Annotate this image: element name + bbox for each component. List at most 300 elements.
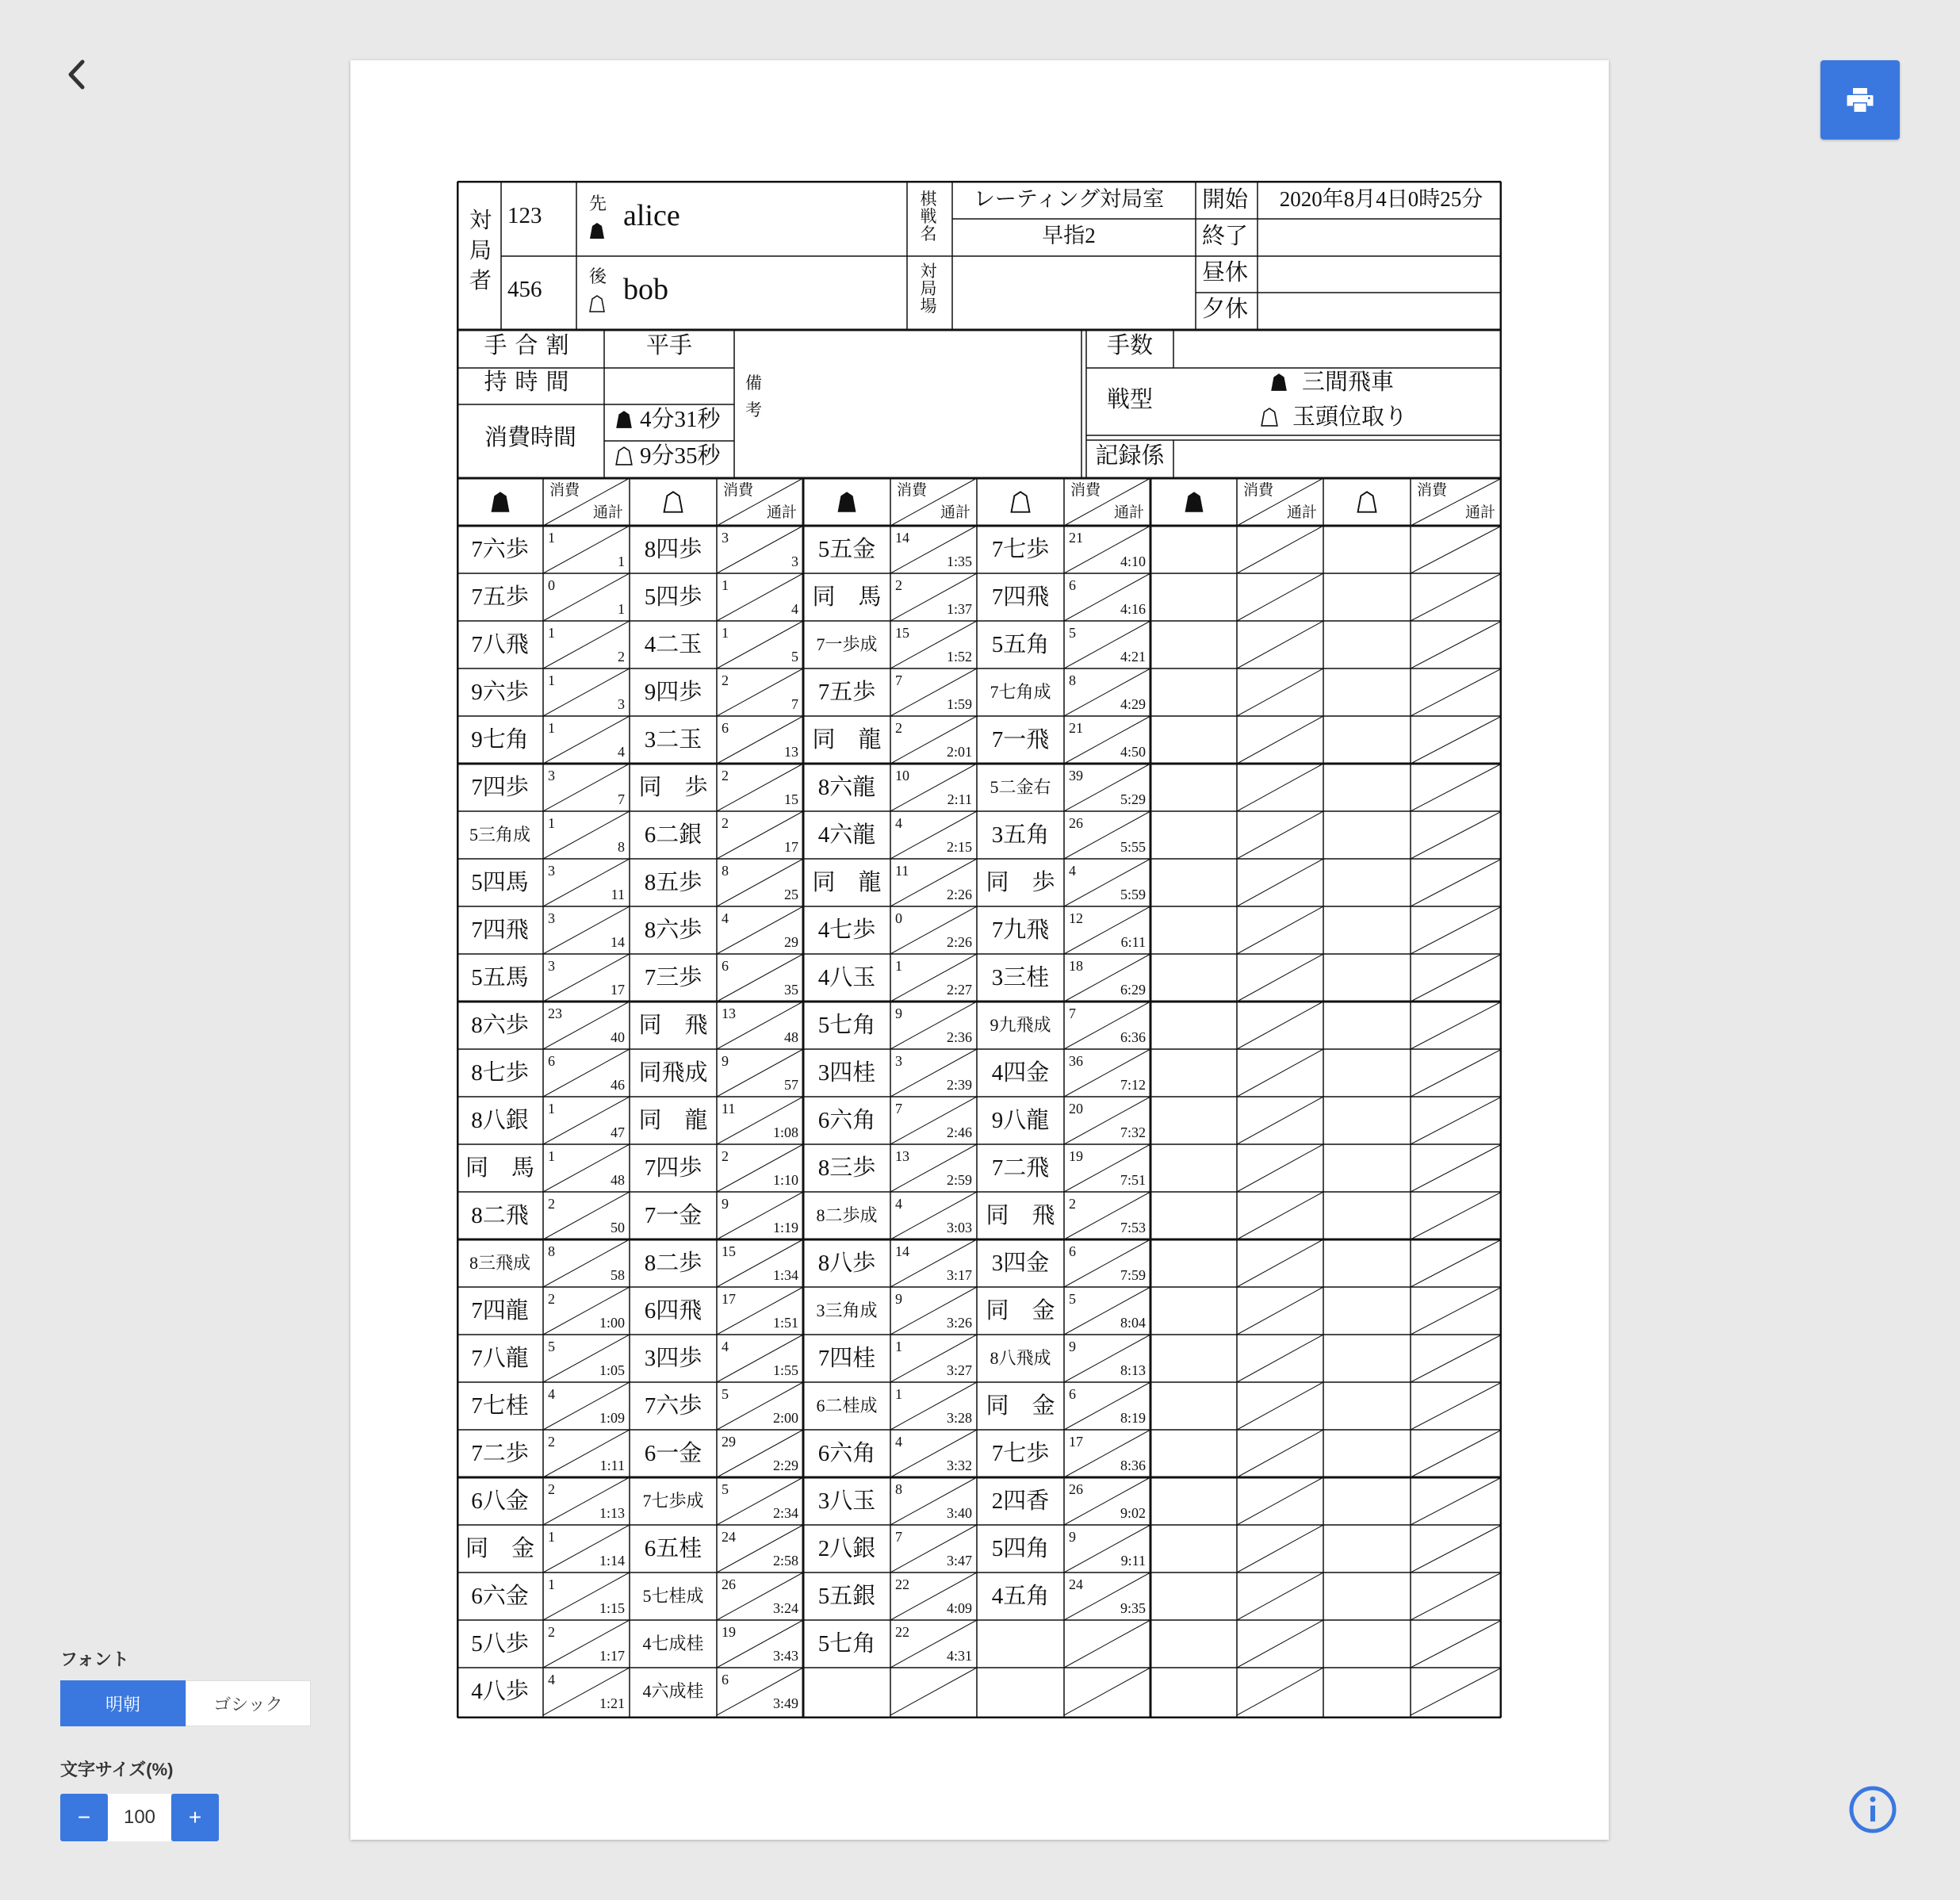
- move-used-time: 6: [722, 1672, 729, 1687]
- info-button[interactable]: [1847, 1784, 1898, 1835]
- move-used-time: 23: [548, 1006, 562, 1021]
- sente-strategy: 三間飛車: [1302, 370, 1395, 395]
- total-header: 通計: [1113, 504, 1144, 521]
- move-used-time: 11: [895, 863, 909, 879]
- move-text: 5四歩: [644, 584, 702, 610]
- move-used-time: 13: [722, 1006, 736, 1021]
- move-total-time: 4: [618, 744, 625, 760]
- size-label: 文字サイズ(%): [60, 1760, 174, 1779]
- move-text: 3四金: [991, 1250, 1050, 1276]
- move-used-time: 8: [895, 1481, 902, 1497]
- move-total-time: 3:47: [946, 1553, 972, 1569]
- move-text: 9九飛成: [990, 1015, 1051, 1035]
- size-increase-button[interactable]: +: [171, 1794, 219, 1841]
- move-used-time: 3: [548, 863, 555, 879]
- move-total-time: 50: [611, 1220, 625, 1235]
- move-used-time: 6: [1069, 1386, 1076, 1402]
- move-used-time: 1: [722, 625, 729, 641]
- move-used-time: 1: [548, 672, 555, 688]
- move-total-time: 7:12: [1120, 1077, 1146, 1093]
- move-text: 同 金: [986, 1297, 1055, 1323]
- grid-line: [1237, 1049, 1323, 1097]
- move-used-time: 4: [895, 815, 902, 831]
- move-total-time: 1:15: [599, 1600, 625, 1616]
- move-total-time: 5:59: [1120, 887, 1146, 902]
- move-used-time: 19: [1069, 1148, 1083, 1164]
- move-text: 8二歩成: [816, 1205, 878, 1225]
- move-text: 同 龍: [638, 1107, 708, 1133]
- grid-line: [1237, 1668, 1323, 1715]
- start-time: 2020年8月4日0時25分: [1279, 187, 1483, 211]
- move-text: 4四金: [991, 1059, 1050, 1086]
- move-used-time: 2: [1069, 1196, 1076, 1212]
- grid-line: [1411, 859, 1502, 906]
- move-used-time: 2: [895, 720, 902, 736]
- move-used-time: 9: [722, 1053, 729, 1069]
- move-text: 7四飛: [991, 584, 1050, 610]
- move-text: 8六歩: [644, 917, 702, 943]
- gote-piece-icon: [1261, 408, 1278, 427]
- move-used-time: 10: [895, 768, 909, 783]
- move-total-time: 1:11: [599, 1458, 625, 1473]
- move-total-time: 3:49: [772, 1695, 798, 1711]
- grid-line: [1237, 1525, 1323, 1572]
- move-total-time: 7: [791, 696, 798, 712]
- move-used-time: 9: [1069, 1339, 1076, 1354]
- move-used-time: 13: [895, 1148, 909, 1164]
- move-used-time: 7: [895, 1529, 902, 1545]
- grid-line: [1237, 621, 1323, 668]
- move-text: 5五金: [817, 536, 876, 562]
- move-text: 7八龍: [471, 1345, 529, 1371]
- grid-line: [1237, 1572, 1323, 1620]
- move-total-time: 4:10: [1120, 554, 1146, 569]
- move-total-time: 4:50: [1120, 744, 1146, 760]
- move-text: 8八銀: [471, 1107, 529, 1133]
- move-total-time: 3:26: [946, 1315, 972, 1331]
- move-text: 8三歩: [817, 1155, 876, 1181]
- move-total-time: 3:27: [946, 1362, 972, 1378]
- move-text: 同 飛: [638, 1012, 708, 1038]
- move-text: 8八飛成: [990, 1348, 1051, 1368]
- move-total-time: 3:32: [946, 1458, 972, 1473]
- move-used-time: 3: [548, 958, 555, 974]
- move-text: 5七角: [817, 1630, 876, 1657]
- grid-line: [1411, 621, 1502, 668]
- move-used-time: 2: [548, 1196, 555, 1212]
- move-total-time: 1:09: [599, 1410, 625, 1426]
- grid-line: [1237, 1097, 1323, 1144]
- players-label: 対局者: [469, 209, 492, 293]
- grid-line: [1411, 668, 1502, 716]
- move-text: 8八歩: [817, 1250, 876, 1276]
- move-total-time: 4:21: [1120, 649, 1146, 665]
- move-used-time: 17: [722, 1291, 736, 1307]
- move-text: 7五歩: [817, 679, 876, 705]
- move-used-time: 1: [548, 815, 555, 831]
- move-used-time: 15: [895, 625, 909, 641]
- move-text: 8二歩: [644, 1250, 702, 1276]
- gote-name: bob: [623, 273, 668, 306]
- move-used-time: 3: [895, 1053, 902, 1069]
- move-used-time: 8: [722, 863, 729, 879]
- move-text: 4八歩: [471, 1678, 529, 1704]
- move-text: 8二飛: [471, 1202, 529, 1228]
- used-header: 消費: [549, 482, 580, 499]
- move-used-time: 39: [1069, 768, 1083, 783]
- move-used-time: 2: [722, 1148, 729, 1164]
- move-text: 5四馬: [471, 869, 529, 895]
- strategy-label: 戦型: [1106, 387, 1153, 412]
- move-used-time: 12: [1069, 910, 1083, 926]
- move-total-time: 1:10: [772, 1172, 798, 1188]
- move-text: 8五歩: [644, 869, 702, 895]
- consumed-label: 消費時間: [484, 425, 576, 450]
- font-option-gothic[interactable]: ゴシック: [186, 1680, 311, 1726]
- move-total-time: 2:58: [772, 1553, 798, 1569]
- move-text: 6五桂: [644, 1535, 702, 1561]
- move-used-time: 5: [548, 1339, 555, 1354]
- move-text: 6二桂成: [816, 1396, 878, 1415]
- move-total-time: 5: [791, 649, 798, 665]
- move-used-time: 7: [895, 1101, 902, 1117]
- grid-line: [1237, 811, 1323, 859]
- move-total-time: 1:52: [946, 649, 972, 665]
- move-text: 7七歩: [991, 1440, 1050, 1466]
- move-used-time: 6: [1069, 577, 1076, 593]
- move-used-time: 5: [1069, 1291, 1076, 1307]
- move-total-time: 1: [618, 601, 625, 617]
- move-used-time: 4: [1069, 863, 1076, 879]
- move-total-time: 46: [611, 1077, 625, 1093]
- grid-line: [1237, 906, 1323, 954]
- move-total-time: 29: [784, 934, 798, 950]
- grid-line: [1411, 1430, 1502, 1477]
- move-total-time: 8:36: [1120, 1458, 1146, 1473]
- moves-label: 手数: [1106, 333, 1153, 358]
- move-total-time: 3:24: [772, 1600, 798, 1616]
- move-total-time: 17: [784, 839, 798, 855]
- kisen-name: レーティング対局室: [973, 187, 1165, 211]
- move-text: 5五馬: [471, 964, 529, 990]
- move-used-time: 1: [548, 1576, 555, 1592]
- move-total-time: 1:19: [772, 1220, 798, 1235]
- move-total-time: 48: [784, 1029, 798, 1045]
- move-text: 3三角成: [816, 1301, 878, 1320]
- move-total-time: 3:28: [946, 1410, 972, 1426]
- used-header: 消費: [1417, 482, 1448, 499]
- move-used-time: 18: [1069, 958, 1083, 974]
- used-header: 消費: [897, 482, 928, 499]
- move-total-time: 3:40: [946, 1505, 972, 1521]
- move-used-time: 2: [722, 672, 729, 688]
- move-total-time: 7:53: [1120, 1220, 1146, 1235]
- move-text: 5二金右: [990, 777, 1051, 797]
- move-text: 7三歩: [644, 964, 702, 990]
- move-total-time: 3: [791, 554, 798, 569]
- move-used-time: 26: [722, 1576, 736, 1592]
- move-total-time: 6:36: [1120, 1029, 1146, 1045]
- size-value-input[interactable]: 100: [108, 1794, 171, 1841]
- move-text: 7四桂: [817, 1345, 876, 1371]
- move-text: 5八歩: [471, 1630, 529, 1657]
- end-label: 終了: [1202, 224, 1249, 249]
- move-used-time: 2: [722, 768, 729, 783]
- move-total-time: 57: [784, 1077, 798, 1093]
- move-total-time: 5:29: [1120, 791, 1146, 807]
- move-text: 8六歩: [471, 1012, 529, 1038]
- move-text: 4七成桂: [642, 1634, 704, 1653]
- move-total-time: 1:13: [599, 1505, 625, 1521]
- grid-line: [1411, 1049, 1502, 1097]
- move-used-time: 14: [895, 1243, 909, 1259]
- move-used-time: 8: [548, 1243, 555, 1259]
- move-text: 7七桂: [471, 1392, 529, 1419]
- move-text: 9四歩: [644, 679, 702, 705]
- move-text: 4八玉: [817, 964, 876, 990]
- move-text: 8三飛成: [469, 1253, 530, 1273]
- move-used-time: 26: [1069, 1481, 1083, 1497]
- move-total-time: 1: [618, 554, 625, 569]
- move-used-time: 1: [548, 1148, 555, 1164]
- print-button[interactable]: [1820, 60, 1900, 140]
- move-text: 5五銀: [817, 1583, 876, 1609]
- move-total-time: 7:59: [1120, 1267, 1146, 1283]
- move-used-time: 3: [548, 910, 555, 926]
- move-text: 6六角: [817, 1107, 876, 1133]
- info-icon: [1847, 1784, 1898, 1835]
- move-used-time: 6: [722, 958, 729, 974]
- move-text: 同 歩: [986, 869, 1055, 895]
- move-text: 3五角: [991, 822, 1050, 848]
- sente-piece-icon: [836, 491, 857, 513]
- move-total-time: 2:27: [946, 982, 972, 998]
- move-used-time: 17: [1069, 1434, 1083, 1450]
- sente-piece-icon: [1184, 491, 1204, 513]
- move-text: 同 金: [986, 1392, 1055, 1419]
- move-text: 同 金: [465, 1535, 534, 1561]
- move-text: 7一金: [644, 1202, 702, 1228]
- move-total-time: 3:43: [772, 1648, 798, 1664]
- move-total-time: 2:00: [772, 1410, 798, 1426]
- time-label: 持時間: [484, 370, 577, 395]
- gote-rating: 456: [507, 277, 542, 302]
- gote-piece-icon: [615, 446, 633, 465]
- move-total-time: 7: [618, 791, 625, 807]
- grid-line: [1237, 573, 1323, 621]
- grid-line: [1237, 1144, 1323, 1192]
- move-total-time: 9:11: [1120, 1553, 1146, 1569]
- move-total-time: 2:36: [946, 1029, 972, 1045]
- move-total-time: 1:00: [599, 1315, 625, 1331]
- move-text: 6六角: [817, 1440, 876, 1466]
- grid-line: [1411, 906, 1502, 954]
- move-text: 7一歩成: [816, 634, 878, 654]
- move-total-time: 25: [784, 887, 798, 902]
- move-text: 8七歩: [471, 1059, 529, 1086]
- grid-line: [1411, 1192, 1502, 1239]
- move-text: 3二玉: [644, 726, 702, 753]
- grid-line: [1237, 1239, 1323, 1287]
- move-text: 4二玉: [644, 631, 702, 657]
- sente-piece-icon: [1270, 373, 1288, 392]
- move-used-time: 6: [722, 720, 729, 736]
- move-used-time: 3: [722, 530, 729, 546]
- move-text: 5五角: [991, 631, 1050, 657]
- move-used-time: 20: [1069, 1101, 1083, 1117]
- grid-line: [1237, 1382, 1323, 1430]
- move-text: 7五歩: [471, 584, 529, 610]
- move-used-time: 2: [548, 1291, 555, 1307]
- move-text: 7二歩: [471, 1440, 529, 1466]
- grid-line: [1411, 1620, 1502, 1668]
- move-text: 7六歩: [644, 1392, 702, 1419]
- move-used-time: 26: [1069, 815, 1083, 831]
- move-used-time: 3: [548, 768, 555, 783]
- move-text: 8四歩: [644, 536, 702, 562]
- move-used-time: 9: [895, 1291, 902, 1307]
- grid-line: [1237, 1335, 1323, 1382]
- move-used-time: 7: [895, 672, 902, 688]
- move-total-time: 9:02: [1120, 1505, 1146, 1521]
- grid-line: [1237, 668, 1323, 716]
- font-option-mincho[interactable]: 明朝: [60, 1680, 186, 1726]
- move-total-time: 5:55: [1120, 839, 1146, 855]
- move-text: 4五角: [991, 1583, 1050, 1609]
- move-used-time: 4: [722, 910, 729, 926]
- move-total-time: 4:16: [1120, 601, 1146, 617]
- move-used-time: 24: [1069, 1576, 1083, 1592]
- grid-line: [1411, 1144, 1502, 1192]
- move-used-time: 19: [722, 1624, 736, 1640]
- move-total-time: 58: [611, 1267, 625, 1283]
- move-used-time: 1: [548, 530, 555, 546]
- move-total-time: 8:13: [1120, 1362, 1146, 1378]
- grid-line: [1411, 526, 1502, 573]
- kifu-scoresheet: [457, 181, 1502, 1718]
- grid-line: [1411, 1335, 1502, 1382]
- move-text: 5七桂成: [642, 1586, 704, 1606]
- move-total-time: 1:34: [772, 1267, 798, 1283]
- move-text: 7二飛: [991, 1155, 1050, 1181]
- move-used-time: 2: [548, 1624, 555, 1640]
- chevron-left-icon: [63, 57, 90, 92]
- move-used-time: 4: [722, 1339, 729, 1354]
- move-text: 7七歩成: [642, 1491, 704, 1511]
- move-total-time: 1:05: [599, 1362, 625, 1378]
- move-used-time: 22: [895, 1576, 909, 1592]
- move-total-time: 1:35: [946, 554, 972, 569]
- move-total-time: 2:26: [946, 887, 972, 902]
- move-text: 同 飛: [986, 1202, 1055, 1228]
- move-text: 6六金: [471, 1583, 529, 1609]
- gote-consumed: 9分35秒: [640, 443, 721, 469]
- move-total-time: 9:35: [1120, 1600, 1146, 1616]
- sente-mark: 先: [589, 193, 607, 213]
- move-total-time: 2:01: [946, 744, 972, 760]
- grid-line: [1064, 1668, 1150, 1715]
- move-used-time: 4: [548, 1672, 555, 1687]
- move-total-time: 4:09: [946, 1600, 972, 1616]
- size-decrease-button[interactable]: −: [60, 1794, 108, 1841]
- move-used-time: 6: [548, 1053, 555, 1069]
- move-used-time: 7: [1069, 1006, 1076, 1021]
- move-text: 9七角: [471, 726, 529, 753]
- gote-piece-icon: [1357, 491, 1377, 513]
- move-used-time: 1: [722, 577, 729, 593]
- move-total-time: 48: [611, 1172, 625, 1188]
- grid-line: [1064, 1620, 1150, 1668]
- move-used-time: 1: [548, 625, 555, 641]
- move-used-time: 9: [722, 1196, 729, 1212]
- move-total-time: 13: [784, 744, 798, 760]
- move-used-time: 6: [1069, 1243, 1076, 1259]
- sente-piece-icon: [615, 410, 633, 429]
- grid-line: [1237, 716, 1323, 764]
- move-total-time: 40: [611, 1029, 625, 1045]
- move-used-time: 5: [722, 1386, 729, 1402]
- move-text: 4六龍: [817, 822, 876, 848]
- move-total-time: 1:17: [599, 1648, 625, 1664]
- move-total-time: 3:17: [946, 1267, 972, 1283]
- move-used-time: 2: [548, 1434, 555, 1450]
- move-total-time: 14: [611, 934, 625, 950]
- back-button[interactable]: [57, 56, 95, 94]
- move-used-time: 2: [722, 815, 729, 831]
- move-used-time: 2: [895, 577, 902, 593]
- move-used-time: 1: [895, 1339, 902, 1354]
- font-label: フォント: [60, 1649, 129, 1669]
- move-total-time: 8: [618, 839, 625, 855]
- total-header: 通計: [940, 504, 970, 521]
- move-text: 同 歩: [638, 774, 708, 800]
- grid-line: [1237, 764, 1323, 811]
- move-used-time: 21: [1069, 720, 1083, 736]
- move-used-time: 14: [895, 530, 909, 546]
- move-used-time: 0: [548, 577, 555, 593]
- used-header: 消費: [1070, 482, 1101, 499]
- move-total-time: 3: [618, 696, 625, 712]
- sente-piece-icon: [589, 222, 605, 239]
- move-text: 6一金: [644, 1440, 702, 1466]
- grid-line: [1411, 954, 1502, 1002]
- move-text: 5三角成: [469, 825, 530, 845]
- move-total-time: 4:31: [946, 1648, 972, 1664]
- move-used-time: 2: [548, 1481, 555, 1497]
- move-total-time: 2:46: [946, 1124, 972, 1140]
- move-used-time: 0: [895, 910, 902, 926]
- used-header: 消費: [723, 482, 754, 499]
- gote-piece-icon: [1010, 491, 1031, 513]
- move-text: 5七角: [817, 1012, 876, 1038]
- move-used-time: 36: [1069, 1053, 1083, 1069]
- start-label: 開始: [1202, 187, 1249, 213]
- font-selector: [60, 1680, 311, 1728]
- move-total-time: 6:29: [1120, 982, 1146, 998]
- move-used-time: 4: [895, 1196, 902, 1212]
- move-text: 2四香: [991, 1488, 1050, 1514]
- move-total-time: 47: [611, 1124, 625, 1140]
- move-used-time: 24: [722, 1529, 736, 1545]
- used-header: 消費: [1243, 482, 1274, 499]
- grid-line: [1411, 1668, 1502, 1715]
- move-used-time: 5: [722, 1481, 729, 1497]
- handicap: 平手: [645, 333, 692, 358]
- grid-line: [1411, 573, 1502, 621]
- grid-line: [890, 1668, 977, 1715]
- printer-icon: [1846, 86, 1874, 113]
- move-used-time: 9: [895, 1006, 902, 1021]
